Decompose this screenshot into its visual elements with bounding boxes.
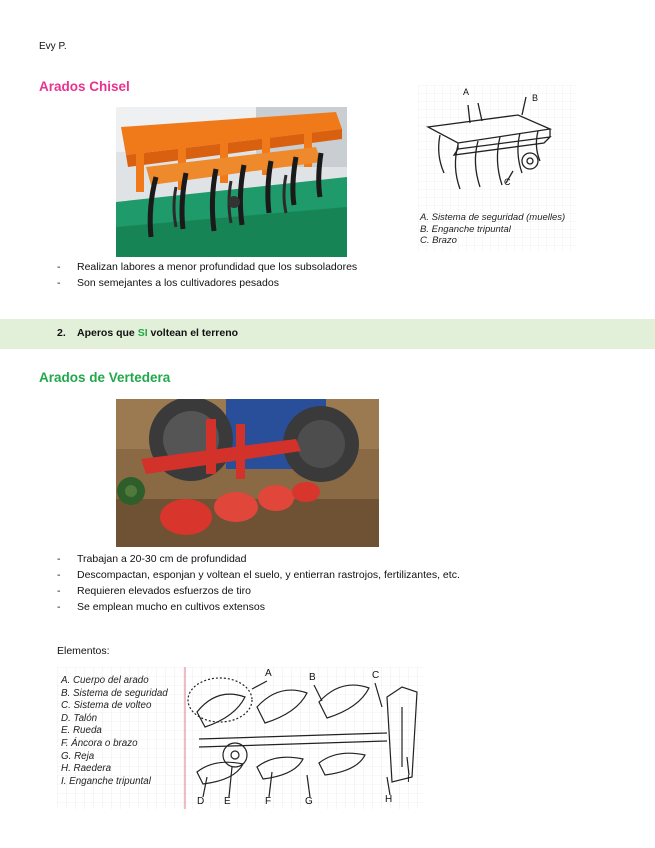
diagram-label-b: B — [309, 672, 316, 683]
vertedera-bullet-list — [57, 551, 460, 615]
chisel-diagram-legend — [420, 212, 576, 247]
elements-heading: Elementos: — [57, 645, 110, 657]
band-text-after: voltean el terreno — [147, 327, 239, 339]
chisel-diagram-label-a: A — [463, 87, 470, 97]
section-heading-2 — [57, 327, 238, 339]
elements-legend-item: E. Rueda — [61, 725, 102, 737]
section-title-chisel: Arados Chisel — [39, 79, 130, 94]
list-item — [57, 583, 460, 599]
elements-legend-item: B. Sistema de seguridad — [61, 687, 168, 699]
chisel-legend-item: C. Brazo — [420, 235, 457, 246]
band-highlight: SI — [137, 327, 148, 339]
chisel-plow-diagram — [418, 85, 576, 251]
bullet-marker: - — [57, 553, 61, 565]
list-item — [57, 551, 460, 567]
elements-legend-item: H. Raedera — [61, 763, 112, 775]
diagram-label-i: I — [407, 774, 410, 785]
diagram-label-f: F — [265, 796, 272, 807]
moldboard-plow-photo — [116, 399, 379, 547]
diagram-label-d: D — [197, 796, 205, 807]
elements-legend-item: C. Sistema de volteo — [61, 700, 152, 712]
list-item-text: Descompactan, esponjan y voltean el suelo, y entierran rastrojos, fertilizantes, etc. — [77, 569, 460, 581]
elements-legend-item: D. Talón — [61, 712, 98, 724]
diagram-label-a: A — [265, 668, 272, 679]
chisel-legend-item: B. Enganche tripuntal — [420, 223, 511, 235]
list-item-text: Son semejantes a los cultivadores pesados — [77, 277, 279, 289]
elements-legend-item: I. Enganche tripuntal — [61, 775, 151, 787]
diagram-label-c: C — [372, 670, 380, 681]
bullet-marker: - — [57, 277, 61, 289]
chisel-legend-item: A. Sistema de seguridad (muelles) — [420, 212, 566, 223]
elements-legend — [61, 675, 183, 788]
diagram-label-g: G — [305, 796, 313, 807]
list-item-text: Realizan labores a menor profundidad que los subsoladores — [77, 261, 358, 273]
list-item-text: Requieren elevados esfuerzos de tiro — [77, 585, 251, 597]
list-item-text: Trabajan a 20-30 cm de profundidad — [77, 553, 247, 565]
diagram-label-e: E — [224, 796, 231, 807]
list-item — [57, 567, 460, 583]
chisel-diagram-label-c: C — [504, 177, 511, 187]
elements-legend-item: F. Áncora o brazo — [61, 737, 138, 749]
author-name: Evy P. — [39, 41, 67, 52]
chisel-plow-photo — [116, 107, 347, 257]
list-item-text: Se emplean mucho en cultivos extensos — [77, 601, 265, 613]
elements-legend-item: G. Reja — [61, 750, 95, 762]
bullet-marker: - — [57, 569, 61, 581]
list-item — [57, 275, 357, 291]
bullet-marker: - — [57, 601, 61, 613]
band-text-before: Aperos que — [77, 327, 138, 339]
chisel-bullet-list — [57, 259, 357, 291]
diagram-label-h: H — [385, 794, 393, 805]
chisel-diagram-label-b: B — [532, 93, 539, 103]
list-item — [57, 259, 357, 275]
bullet-marker: - — [57, 585, 61, 597]
section-number: 2. — [57, 327, 66, 339]
moldboard-plow-diagram — [57, 667, 425, 809]
section-title-vertedera: Arados de Vertedera — [39, 370, 171, 385]
bullet-marker: - — [57, 261, 61, 273]
elements-legend-item: A. Cuerpo del arado — [61, 675, 149, 686]
list-item — [57, 599, 460, 615]
